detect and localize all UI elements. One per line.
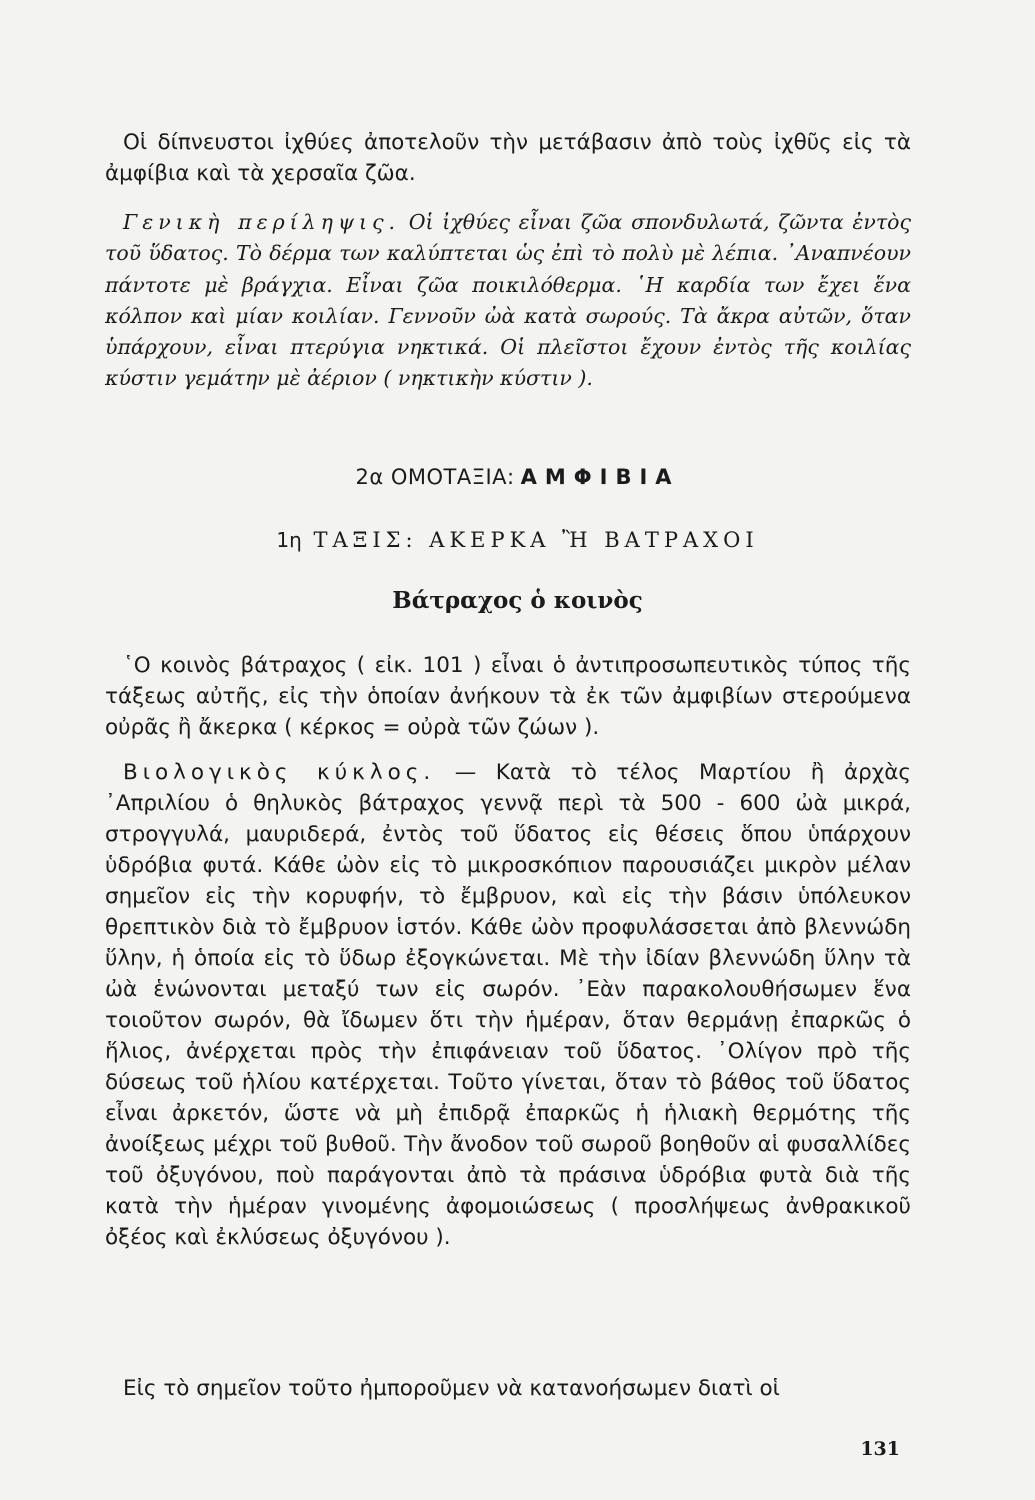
life-cycle-text: — Κατὰ τὸ τέλος Μαρτίου ἢ ἀρχὰς ᾿Απριλίου ὁ θηλυκὸς βάτραχος γεννᾷ περὶ τὰ 500 - 600 ὠὰ μικρά, στρογγυλά, μαυριδερά, ἐντὸς τοῦ ὕδατος εἰς θέσεις ὅπου ὑπάρχουν ὑδρόβια φυτά. Κάθε ὠὸν εἰς τὸ μικροσκόπιον παρουσιάζει μικρὸν μέλαν σημεῖον εἰς τὴν κορυφήν, τὸ ἔμβρυον, καὶ εἰς τὴν βάσιν ὑπόλευκον θρεπτικὸν διὰ τὸ ἔμβρυον ἱστόν. Κάθε ὠὸν προφυλάσσεται ἀπὸ βλεννώδη ὕλην, ἡ ὁποία εἰς τὸ ὕδωρ ἐξογκώνεται. Μὲ τὴν ἰδίαν βλεννώδη ὕλην τὰ ὠὰ ἑνώνονται μεταξύ των εἰς σωρόν. ᾿Εὰν παρακολουθήσωμεν ἕνα τοιοῦτον σωρόν, θὰ ἴδωμεν ὅτι τὴν ἡμέραν, ὅταν θερμάνῃ ἐπαρκῶς ὁ ἥλιος, ἀνέρχεται πρὸς τὴν ἐπιφάνειαν τοῦ ὕδατος. ᾿Ολίγον πρὸ τῆς δύσεως τοῦ ἡλίου κατέρχεται. Τοῦτο γίνεται, ὅταν τὸ βάθος τοῦ ὕδατος εἶναι ἀρκετόν, ὥστε νὰ μὴ ἐπιδρᾷ ἐπαρκῶς ἡ ἡλιακὴ θερμότης τῆς ἀνοίξεως μέχρι τοῦ βυθοῦ. Τὴν ἄνοδον τοῦ σωροῦ βοηθοῦν αἱ φυσαλλίδες τοῦ ὀξυγόνου, ποὺ παράγονται ἀπὸ τὰ πράσινα ὑδρόβια φυτὰ διὰ τῆς κατὰ τὴν ἡμέραν γινομένης ἀφομοιώσεως ( προσλήψεως ἀνθρακικοῦ ὀξέος καὶ ἐκλύσεως ὀξυγόνου ). bbox=[105, 760, 912, 1250]
frog-intro-paragraph: ῾Ο κοινὸς βάτραχος ( εἰκ. 101 ) εἶναι ὁ ἀντιπροσωπευτικὸς τύπος τῆς τάξεως αὐτῆς, εἰς τὴν ὁποίαν ἀνήκουν τὰ ἐκ τῶν ἀμφιβίων στερούμενα οὐρᾶς ἢ ἄκερκα ( κέρκος = οὐρὰ τῶν ζώων ). bbox=[105, 653, 911, 740]
general-summary-text: Οἱ ἰχθύες εἶναι ζῶα σπονδυλωτά, ζῶντα ἐντὸς τοῦ ὕδατος. Τὸ δέρμα των καλύπτεται ὡς ἐπὶ τὸ πολὺ μὲ λέπια. ᾿Αναπνέουν πάντοτε μὲ βράγχια. Εἶναι ζῶα ποικιλόθερμα. ῾Η καρδία των ἔχει ἕνα κόλπον καὶ μίαν κοιλίαν. Γεννοῦν ὠὰ κατὰ σωρούς. Τὰ ἄκρα αὐτῶν, ὅταν ὑπάρχουν, εἶναι πτερύγια νηκτικά. Οἱ πλεῖστοι ἔχουν ἐντὸς τῆς κοιλίας κύστιν γεμάτην μὲ ἀέριον ( νηκτικὴν κύστιν ). bbox=[105, 210, 912, 391]
class-heading bbox=[0, 462, 1035, 492]
intro-paragraph: Οἱ δίπνευστοι ἰχθύες ἀποτελοῦν τὴν μετάβασιν ἀπὸ τοὺς ἰχθῦς εἰς τὰ ἀμφίβια καὶ τὰ χερσαῖα ζῶα. bbox=[105, 130, 911, 186]
general-summary-paragraph bbox=[105, 207, 911, 395]
order-number: 1η bbox=[276, 528, 302, 552]
general-summary-title: Γενικὴ περίληψις. bbox=[123, 210, 401, 234]
class-name: ΑΜΦΙΒΙΑ bbox=[520, 465, 680, 489]
order-text: ΤΑΞΙΣ: ΑΚΕΡΚΑ Ἢ ΒΑΤΡΑΧΟΙ bbox=[301, 528, 759, 552]
class-label: 2α ΟΜΟΤΑΞΙΑ: bbox=[355, 465, 515, 489]
final-line: Εἰς τὸ σημεῖον τοῦτο ἠμποροῦμεν νὰ κατανοήσωμεν διατὶ οἱ bbox=[123, 1376, 780, 1401]
order-heading bbox=[0, 525, 1035, 555]
page-number: 131 bbox=[860, 1438, 900, 1460]
species-title: Βάτραχος ὁ κοινὸς bbox=[392, 587, 643, 614]
life-cycle-title: Βιολογικὸς κύκλος. bbox=[123, 760, 436, 785]
life-cycle-paragraph bbox=[105, 757, 911, 1253]
